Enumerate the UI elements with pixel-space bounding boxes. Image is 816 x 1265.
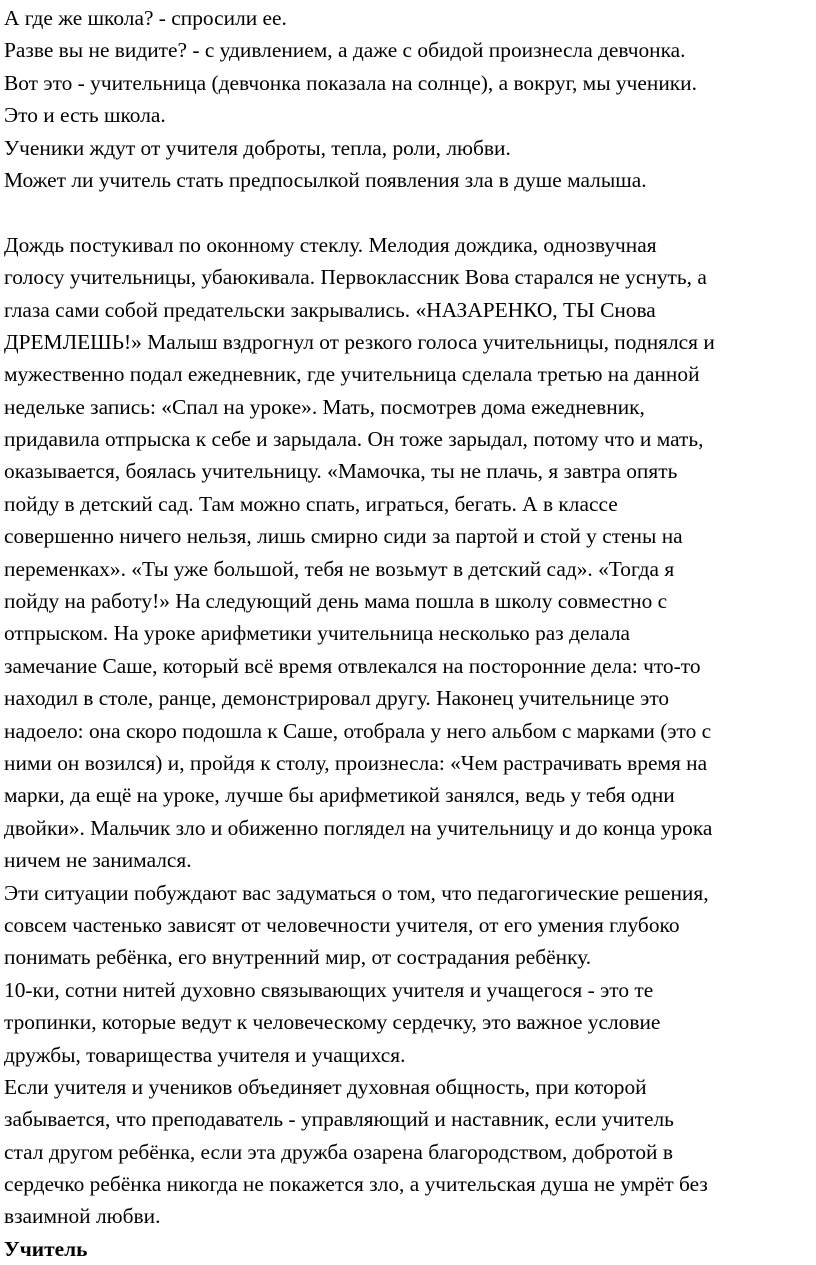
- text-line: ними он возился) и, пройдя к столу, произнесла: «Чем растрачивать время на: [4, 750, 708, 775]
- text-line: надоело: она скоро подошла к Саше, отобрала у него альбом с марками (это с: [4, 718, 712, 743]
- paragraph-gap: [4, 196, 816, 228]
- text-line: сердечко ребёнка никогда не покажется зло, а учительская душа не умрёт без: [4, 1172, 708, 1197]
- text-line: Разве вы не видите? - с удивлением, а даже с обидой произнесла девчонка.: [4, 38, 686, 63]
- text-line: находил в столе, ранце, демонстрировал другу. Наконец учительнице это: [4, 686, 670, 711]
- text-line: Вот это - учительница (девчонка показала на солнце), а вокруг, мы ученики.: [4, 70, 697, 95]
- text-line: голосу учительницы, убаюкивала. Первоклассник Вова старался не уснуть, а: [4, 265, 707, 290]
- text-line: ничем не занимался.: [4, 848, 192, 873]
- text-line: Дождь постукивал по оконному стеклу. Мелодия дождика, однозвучная: [4, 232, 657, 257]
- text-line: Эти ситуации побуждают вас задуматься о том, что педагогические решения,: [4, 880, 709, 905]
- text-line: отпрыском. На уроке арифметики учительница несколько раз делала: [4, 621, 631, 646]
- text-line: забывается, что преподаватель - управляющий и наставник, если учитель: [4, 1107, 674, 1132]
- text-line: марки, да ещё на уроке, лучше бы арифметикой занялся, ведь у тебя одни: [4, 783, 675, 808]
- text-line: тропинки, которые ведут к человеческому сердечку, это важное условие: [4, 1010, 661, 1035]
- intro-paragraph: [4, 2, 816, 196]
- text-line: Это и есть школа.: [4, 103, 166, 128]
- text-line: дружбы, товарищества учителя и учащихся.: [4, 1042, 406, 1067]
- signature-heading: Учитель: [4, 1236, 88, 1261]
- text-line: А где же школа? - спросили ее.: [4, 6, 287, 30]
- text-line: 10-ки, сотни нитей духовно связывающих учителя и учащегося - это те: [4, 977, 654, 1002]
- text-line: переменках». «Ты уже большой, тебя не возьмут в детский сад». «Тогда я: [4, 556, 675, 581]
- story-paragraph: [4, 229, 816, 1233]
- text-line: Если учителя и учеников объединяет духовная общность, при которой: [4, 1074, 647, 1099]
- text-line: Может ли учитель стать предпосылкой появления зла в душе малыша.: [4, 167, 647, 192]
- text-line: замечание Саше, который всё время отвлекался на посторонние дела: что-то: [4, 653, 701, 678]
- text-line: понимать ребёнка, его внутренний мир, от сострадания ребёнку.: [4, 945, 592, 970]
- text-line: взаимной любви.: [4, 1204, 161, 1229]
- text-line: придавила отпрыска к себе и зарыдала. Он тоже зарыдал, потому что и мать,: [4, 427, 704, 452]
- text-line: Ученики ждут от учителя доброты, тепла, роли, любви.: [4, 135, 511, 160]
- text-line: мужественно подал ежедневник, где учительница сделала третью на данной: [4, 362, 700, 387]
- text-line: недельке запись: «Спал на уроке». Мать, посмотрев дома ежедневник,: [4, 394, 645, 419]
- text-line: пойду на работу!» На следующий день мама пошла в школу совместно с: [4, 589, 668, 614]
- text-line: совершенно ничего нельзя, лишь смирно сиди за партой и стой у стены на: [4, 524, 683, 549]
- text-line: ДРЕМЛЕШЬ!» Малыш вздрогнул от резкого голоса учительницы, поднялся и: [4, 329, 715, 354]
- text-line: пойду в детский сад. Там можно спать, играться, бегать. А в классе: [4, 491, 618, 516]
- text-line: глаза сами собой предательски закрывались. «НАЗАРЕНКО, ТЫ Снова: [4, 297, 656, 322]
- text-line: оказывается, боялась учительницу. «Мамочка, ты не плачь, я завтра опять: [4, 459, 678, 484]
- text-line: двойки». Мальчик зло и обиженно поглядел на учительницу и до конца урока: [4, 815, 713, 840]
- text-line: совсем частенько зависят от человечности учителя, от его умения глубоко: [4, 912, 680, 937]
- text-line: стал другом ребёнка, если эта дружба озарена благородством, добротой в: [4, 1139, 673, 1164]
